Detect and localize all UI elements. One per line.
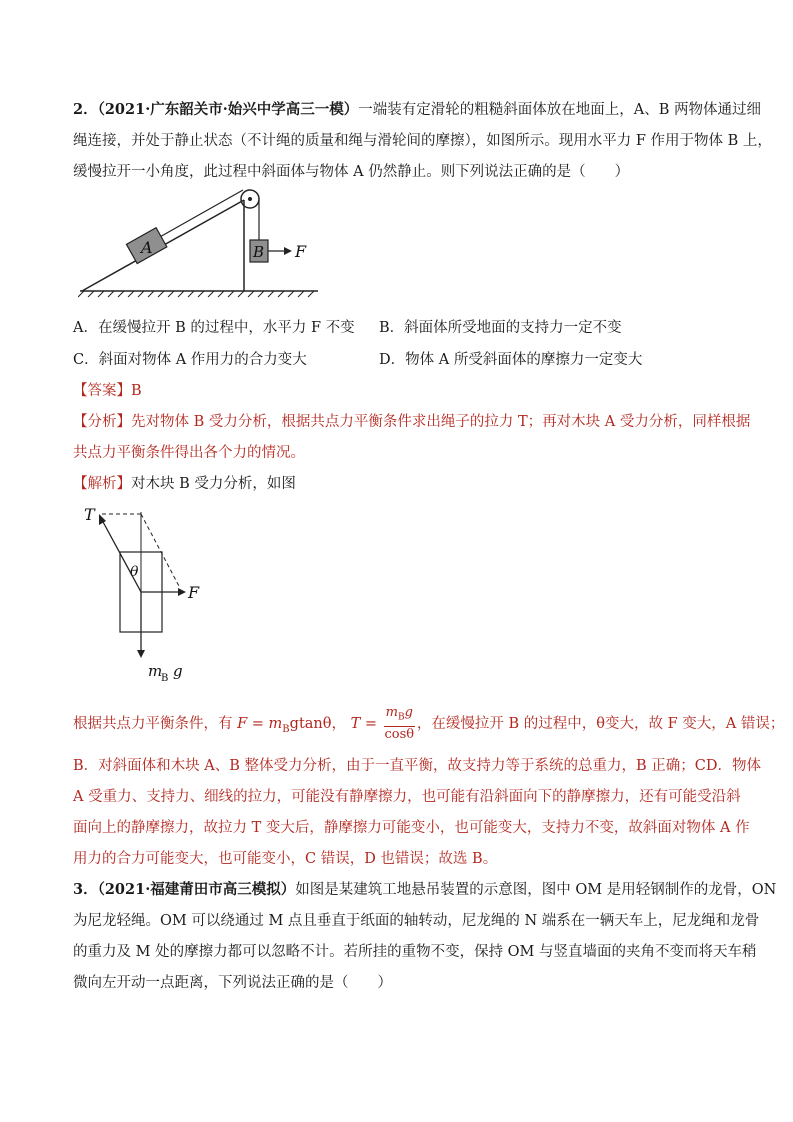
eq2-lhs: T = — [350, 716, 378, 732]
pulley-axle — [248, 197, 252, 201]
force-f-arrowhead — [284, 247, 292, 255]
eq2-num-sub: B — [397, 712, 405, 723]
weight-label-sub: B — [161, 673, 169, 684]
eq1-tail: gtanθ — [289, 716, 332, 732]
q2-stem-line3: 缓慢拉开一小角度，此过程中斜面体与物体 A 仍然静止。则下列说法正确的是（ ） — [73, 164, 630, 180]
rope-along-incline — [158, 190, 243, 238]
eq2-den: cosθ — [384, 726, 415, 742]
solution-line4: 用力的合力可能变大，也可能变小，C 错误，D 也错误；故选 B。 — [73, 851, 498, 867]
incline-figure — [78, 186, 328, 298]
eq-after: ，在缓慢拉开 B 的过程中，θ变大，故 F 变大，A 错误； — [416, 716, 785, 732]
force-diagram — [78, 500, 218, 690]
eq2-fraction — [384, 705, 415, 743]
tension-arrow — [102, 520, 141, 592]
q3-stem-line1 — [73, 880, 776, 900]
option-c: C．斜面对物体 A 作用力的合力变大 — [73, 352, 307, 368]
force-f-label: F — [295, 242, 307, 261]
block-a-label: A — [141, 238, 153, 257]
option-d: D．物体 A 所受斜面体的摩擦力一定变大 — [379, 352, 643, 368]
answer-value: B — [131, 383, 142, 399]
analysis-tag: 【分析】 — [73, 414, 131, 430]
solution-intro-line — [73, 474, 296, 494]
q3-stem-line4: 微向左开动一点距离，下列说法正确的是（ ） — [73, 975, 392, 991]
ground-hatching — [78, 291, 314, 297]
answer-line — [73, 381, 142, 401]
tension-arrowhead — [99, 514, 106, 525]
block-b-label: B — [253, 243, 265, 261]
q3-stem-line3: 的重力及 M 处的摩擦力都可以忽略不计。若所挂的重物不变，保持 OM 与竖直墙面的夹角不变而将天车稍 — [73, 944, 757, 960]
q3-source: 3．（2021·福建莆田市高三模拟） — [73, 881, 296, 898]
analysis-line1 — [73, 412, 750, 432]
solution-tag: 【解析】 — [73, 476, 131, 492]
q3-stem-text: 如图是某建筑工地悬吊装置的示意图，图中 OM 是用轻钢制作的龙骨，ON — [295, 882, 777, 898]
tension-label: T — [84, 505, 95, 524]
q2-stem-line2: 绳连接，并处于静止状态（不计绳的质量和绳与滑轮间的摩擦），如图所示。现用水平力 F 作用于物体 B 上， — [73, 133, 772, 149]
option-a: A．在缓慢拉开 B 的过程中，水平力 F 不变 — [73, 320, 355, 336]
eq1-sub: B — [282, 723, 290, 735]
eq1: F = m — [237, 716, 283, 732]
analysis-line2: 共点力平衡条件得出各个力的情况。 — [73, 445, 305, 461]
weight-label-m: m — [148, 662, 163, 680]
force-f-arrowhead — [178, 588, 186, 596]
answer-tag: 【答案】 — [73, 383, 131, 399]
force-f-label: F — [188, 583, 200, 602]
analysis-text: 先对物体 B 受力分析，根据共点力平衡条件求出绳子的拉力 T；再对木块 A 受力分析，同样根据 — [131, 414, 751, 430]
weight-label-g: g — [173, 662, 183, 680]
eq-lead: 根据共点力平衡条件，有 — [73, 716, 233, 732]
solution-line1: B．对斜面体和木块 A、B 整体受力分析，由于一直平衡，故支持力等于系统的总重力，B 正确；CD．物体 — [73, 758, 761, 774]
solution-line3: 面向上的静摩擦力，故拉力 T 变大后，静摩擦力可能变小，也可能变大，支持力不变，故斜面对物体 A 作 — [73, 820, 750, 836]
q2-source: 2．（2021·广东韶关市·始兴中学高三一模） — [73, 101, 359, 118]
equation-line: 根据共点力平衡条件，有 $F = m_Bgtan\theta$， T = $\frac{m_Bg}{\cos\theta}$ ，在缓慢拉开 B 的过程中，θ变大，故 F 变大，A 错误； — [73, 705, 785, 742]
dashed-diagonal — [141, 514, 180, 588]
eq2-num: m — [385, 705, 398, 721]
q3-stem-line2: 为尼龙轻绳。OM 可以绕通过 M 点且垂直于纸面的轴转动，尼龙绳的 N 端系在一辆天车上，尼龙绳和龙骨 — [73, 913, 760, 929]
eq2-num-g: g — [404, 705, 413, 721]
option-b: B．斜面体所受地面的支持力一定不变 — [379, 320, 622, 336]
weight-arrowhead — [137, 650, 145, 658]
theta-label: θ — [130, 564, 139, 580]
q2-stem-text: 一端装有定滑轮的粗糙斜面体放在地面上，A、B 两物体通过细 — [358, 102, 762, 118]
solution-line2: A 受重力、支持力、细线的拉力，可能没有静摩擦力，也可能有沿斜面向下的静摩擦力，还有可能受沿斜 — [73, 789, 741, 805]
solution-intro: 对木块 B 受力分析，如图 — [131, 476, 296, 492]
q2-stem-line1 — [73, 100, 761, 120]
